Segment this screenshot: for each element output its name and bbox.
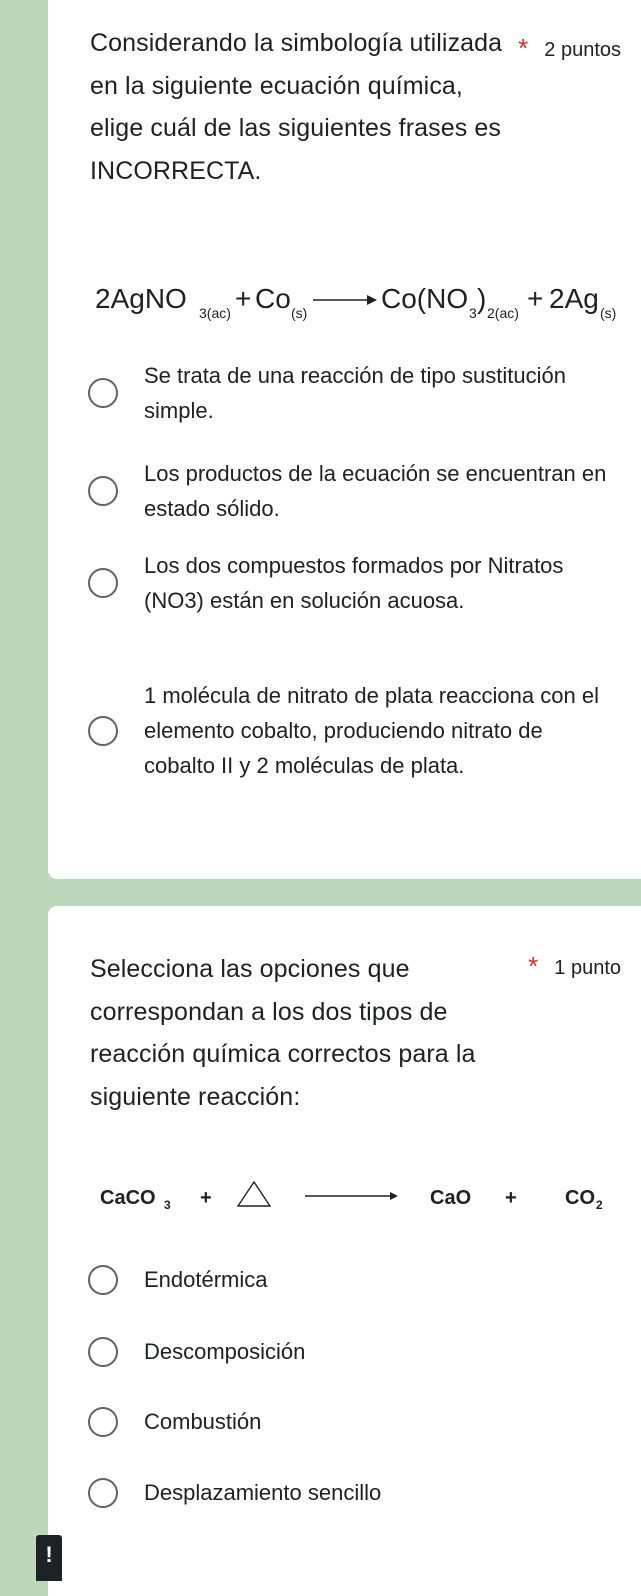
svg-text:3: 3: [469, 305, 477, 321]
radio-button[interactable]: [88, 378, 118, 408]
svg-text:(s): (s): [600, 305, 617, 321]
option-q1-1[interactable]: [88, 358, 628, 428]
option-label: Se trata de una reacción de tipo sustitución simple.: [144, 363, 566, 423]
radio-button[interactable]: [88, 568, 118, 598]
svg-text:Co: Co: [255, 283, 291, 314]
svg-text:2Ag: 2Ag: [549, 283, 599, 314]
chemical-equation-1: [95, 270, 625, 330]
option-q1-3[interactable]: [88, 548, 628, 618]
radio-button[interactable]: [88, 1407, 118, 1437]
option-label: 1 molécula de nitrato de plata reacciona con el elemento cobalto, produciendo nitrato de cobalto II y 2 moléculas de plata.: [144, 683, 599, 778]
option-label: Endotérmica: [144, 1267, 268, 1292]
points-label: 2 puntos: [544, 39, 621, 61]
option-q2-1[interactable]: [88, 1262, 628, 1297]
radio-button[interactable]: [88, 1265, 118, 1295]
svg-text:+: +: [505, 1187, 517, 1209]
question-1-points: [518, 32, 621, 63]
svg-text:2AgNO: 2AgNO: [95, 283, 187, 314]
radio-button[interactable]: [88, 1337, 118, 1367]
chemical-equation-2: [100, 1172, 620, 1222]
svg-text:3: 3: [164, 1198, 171, 1212]
svg-text:+: +: [200, 1187, 212, 1209]
svg-text:CO: CO: [565, 1187, 595, 1209]
radio-button[interactable]: [88, 716, 118, 746]
svg-text:+: +: [235, 283, 252, 314]
svg-text:2: 2: [596, 1198, 603, 1212]
svg-text:(s): (s): [291, 305, 308, 321]
svg-text:CaO: CaO: [430, 1187, 472, 1209]
radio-button[interactable]: [88, 1478, 118, 1508]
option-q2-3[interactable]: [88, 1404, 628, 1439]
svg-text:2(ac): 2(ac): [487, 305, 519, 321]
required-asterisk: *: [528, 951, 539, 981]
option-q1-2[interactable]: [88, 456, 628, 526]
option-label: Desplazamiento sencillo: [144, 1480, 382, 1505]
required-asterisk: *: [518, 33, 529, 63]
option-label: Los dos compuestos formados por Nitratos (NO3) están en solución acuosa.: [144, 553, 564, 613]
points-label: 1 punto: [554, 957, 621, 979]
option-q2-2[interactable]: [88, 1334, 628, 1369]
question-2-points: [528, 950, 621, 981]
option-q1-4[interactable]: [88, 678, 628, 783]
svg-text:+: +: [527, 283, 544, 314]
question-2-title: Selecciona las opciones que correspondan a los dos tipos de reacción química correctos para la siguiente reacción:: [90, 955, 476, 1111]
option-q2-4[interactable]: [88, 1475, 628, 1510]
svg-text:): ): [477, 283, 487, 314]
svg-text:CaCO: CaCO: [100, 1187, 156, 1209]
option-label: Descomposición: [144, 1339, 306, 1364]
question-1-title: Considerando la simbología utilizada en la siguiente ecuación química, elige cuál de las siguientes frases es INCORRECTA.: [90, 29, 503, 185]
option-label: Los productos de la ecuación se encuentran en estado sólido.: [144, 461, 607, 521]
svg-text:Co(NO: Co(NO: [381, 283, 469, 314]
svg-text:3(ac): 3(ac): [199, 305, 231, 321]
option-label: Combustión: [144, 1409, 262, 1434]
radio-button[interactable]: [88, 476, 118, 506]
alert-icon[interactable]: !: [36, 1535, 62, 1581]
